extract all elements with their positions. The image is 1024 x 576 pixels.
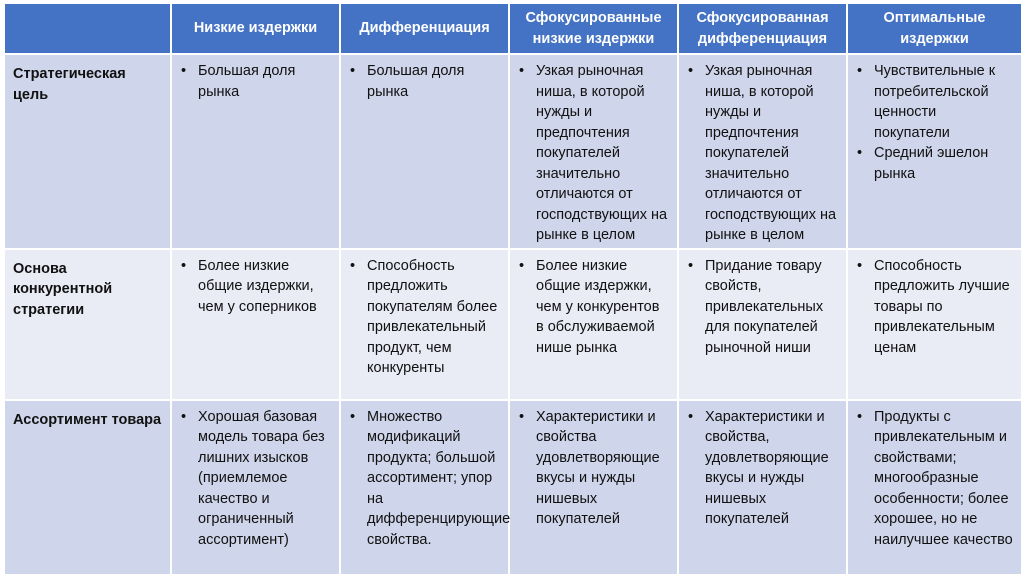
list-item: • Множество модификаций продукта; большой ассортимент; упор на дифференцирующие свойства. [347,407,502,551]
table-cell [171,400,340,575]
table-cell [678,249,847,400]
list-item: • Характеристики и свойства, удовлетворяющие вкусы и нужды нишевых покупателей [685,407,840,530]
list-item: • Средний эшелон рынка [854,143,1015,184]
table-cell [340,400,509,575]
table-cell [171,54,340,249]
table-cell [847,249,1022,400]
table-cell [509,54,678,249]
header-row [4,3,1022,54]
list-item: • Чувствительные к потребительской ценности покупатели [854,61,1015,143]
table-cell [171,249,340,400]
list-item: • Большая доля рынка [178,61,333,102]
table-cell [847,54,1022,249]
table-cell [509,249,678,400]
table-cell [340,249,509,400]
row-header-strategic-goal: Стратегическая цель [4,54,171,249]
column-header-focused-differentiation: Сфокусированная дифференциация [678,3,847,54]
list-item: • Придание товару свойств, привлекательных для покупателей рыночной ниши [685,256,840,359]
list-item: • Продукты с привлекательным и свойствами; многообразные особенности; более хорошее, но не наилучшее качество [854,407,1015,551]
table-cell [847,400,1022,575]
column-header-best-cost: Оптимальные издержки [847,3,1022,54]
table-row-competitive-basis [4,249,1022,400]
list-item: • Способность предложить покупателям более привлекательный продукт, чем конкуренты [347,256,502,379]
table-cell [678,54,847,249]
strategy-comparison-table [3,2,1023,576]
list-item: • Характеристики и свойства удовлетворяющие вкусы и нужды нишевых покупателей [516,407,671,530]
list-item: • Хорошая базовая модель товара без лишних изысков (приемлемое качество и ограниченный ассортимент) [178,407,333,551]
list-item: • Способность предложить лучшие товары по привлекательным ценам [854,256,1015,359]
row-header-product-range: Ассортимент товара [4,400,171,575]
column-header-differentiation: Дифференциация [340,3,509,54]
list-item: • Большая доля рынка [347,61,502,102]
table-cell [509,400,678,575]
table-cell [678,400,847,575]
list-item: • Узкая рыночная ниша, в которой нужды и предпочтения покупателей значительно отличаются от господствующих на рынке в целом [685,61,840,246]
corner-header-cell [4,3,171,54]
list-item: • Более низкие общие издержки, чем у конкурентов в обслуживаемой нише рынка [516,256,671,359]
table-cell [340,54,509,249]
table-row-strategic-goal [4,54,1022,249]
row-header-competitive-basis: Основа конкурентной стратегии [4,249,171,400]
column-header-focused-low-cost: Сфокусированные низкие издержки [509,3,678,54]
table-row-product-range [4,400,1022,575]
column-header-low-cost: Низкие издержки [171,3,340,54]
list-item: • Более низкие общие издержки, чем у соперников [178,256,333,318]
list-item: • Узкая рыночная ниша, в которой нужды и предпочтения покупателей значительно отличаются от господствующих на рынке в целом [516,61,671,246]
